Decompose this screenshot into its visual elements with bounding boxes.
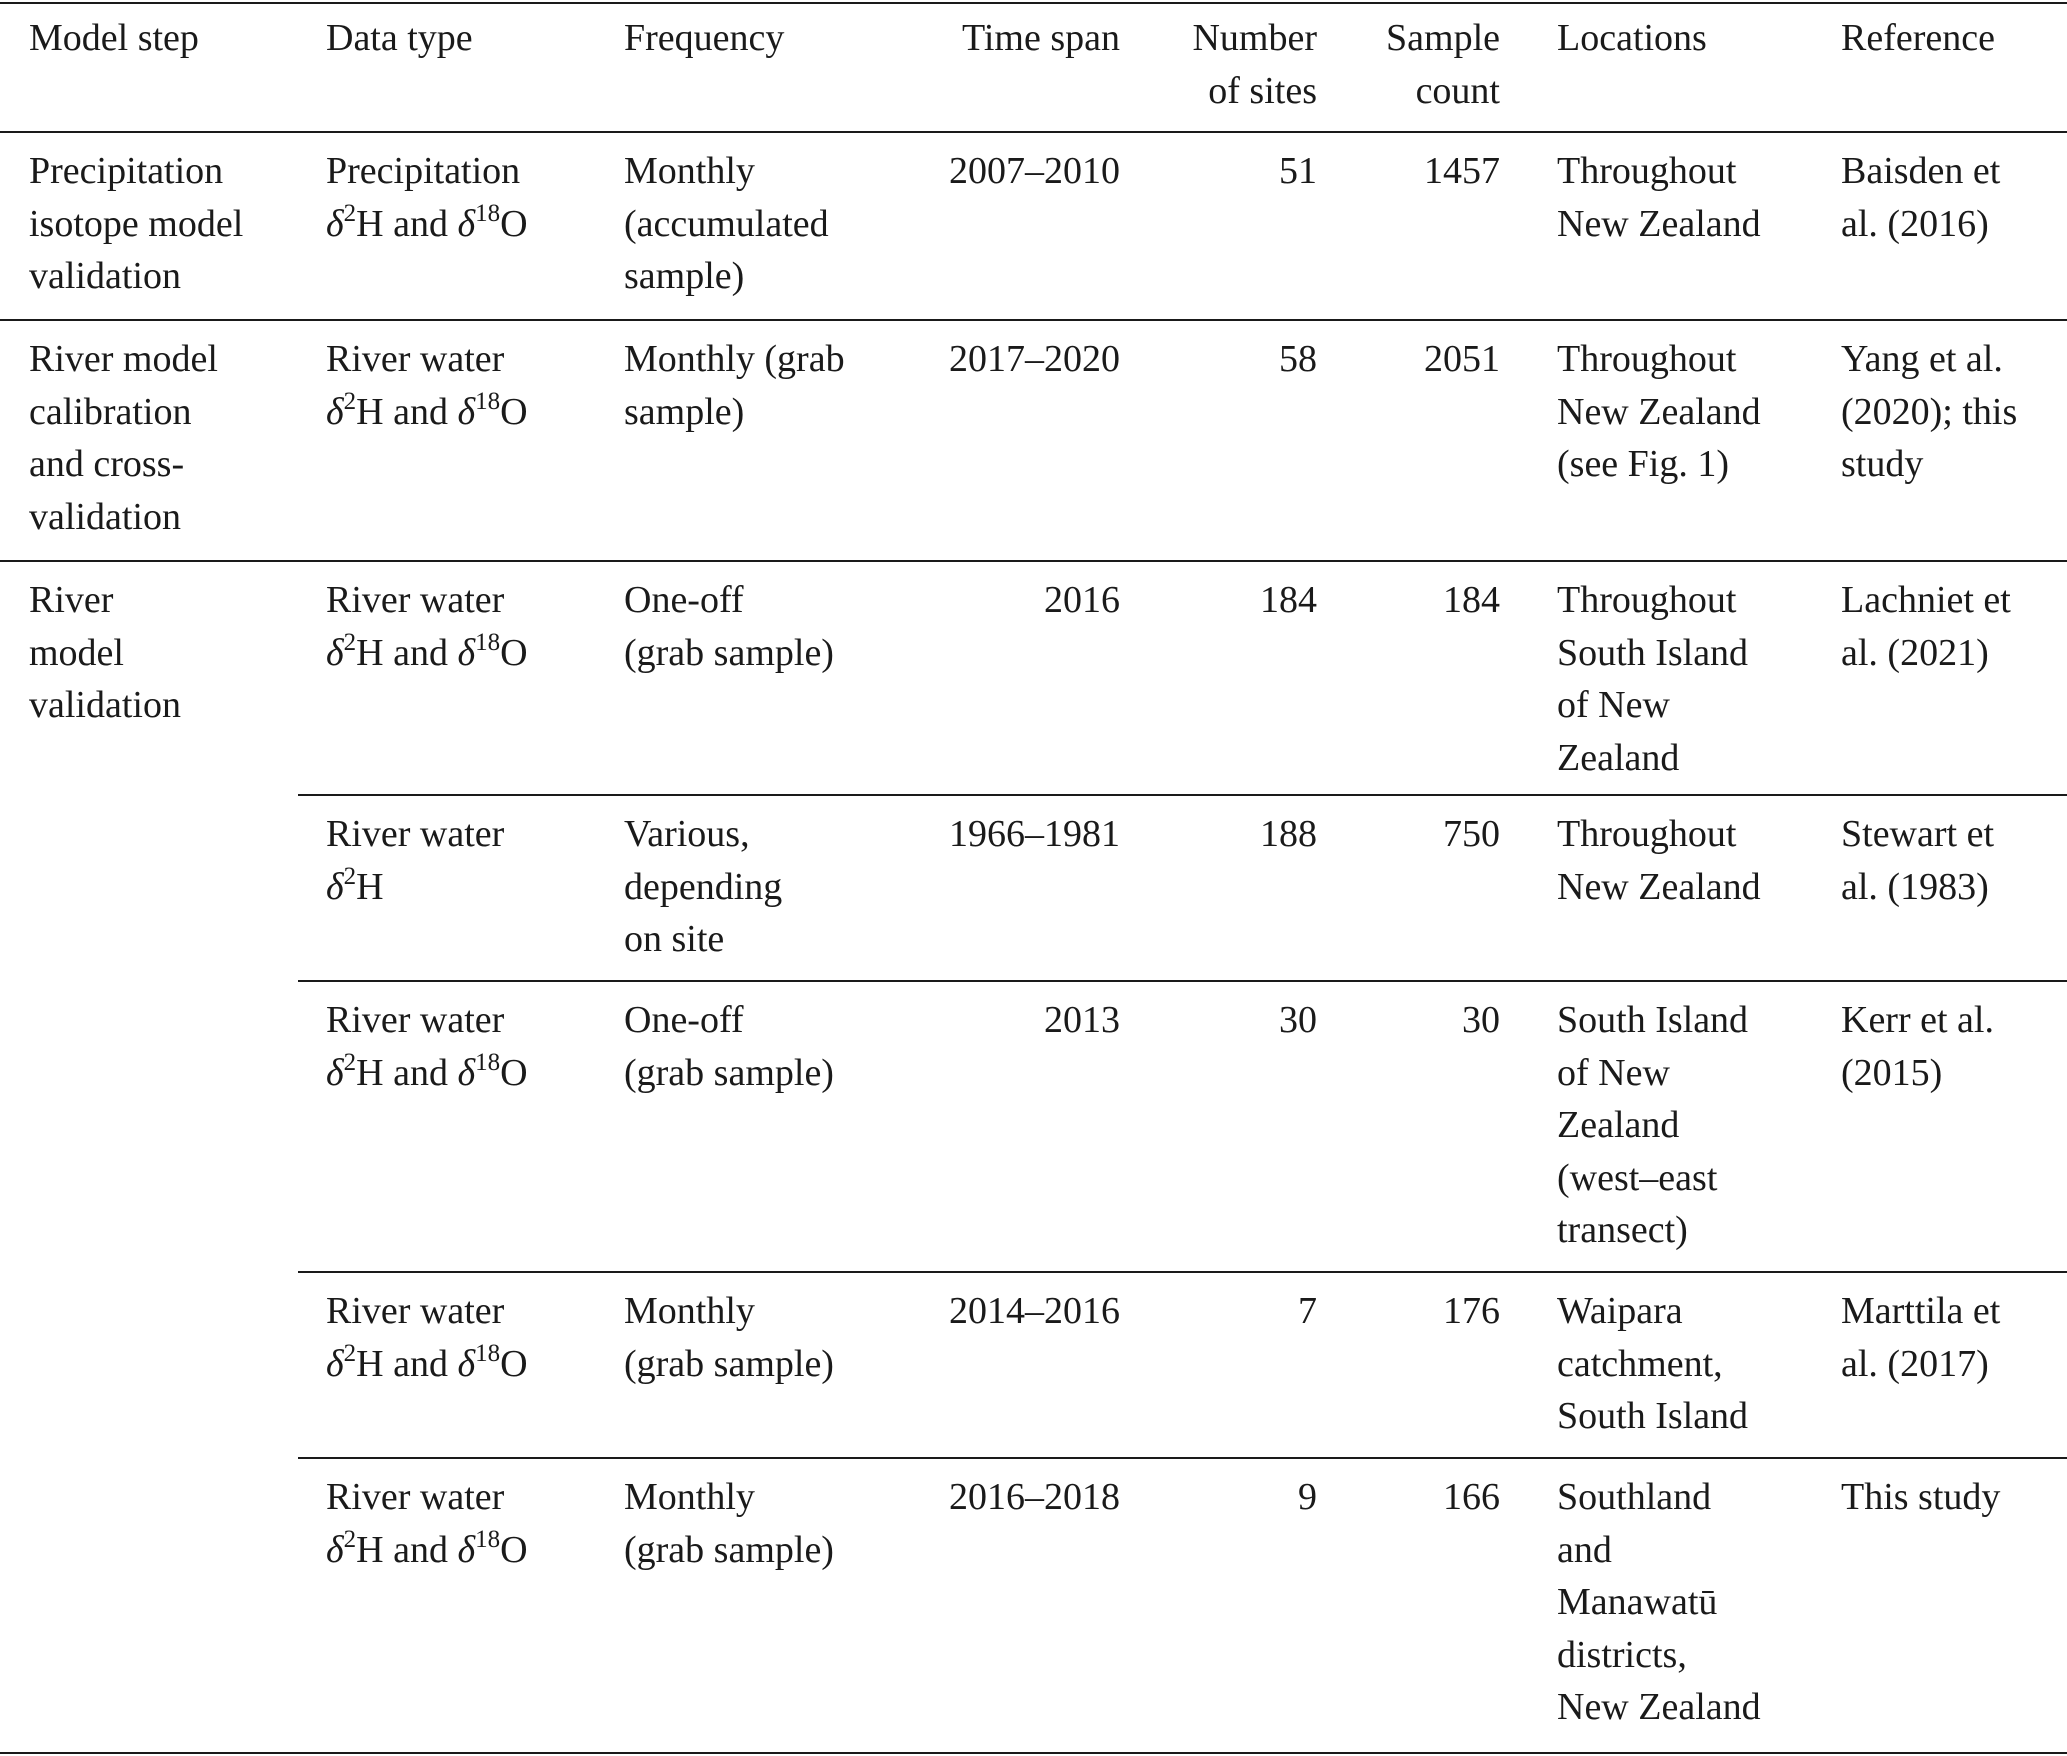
locations-line: districts, <box>1557 1633 1687 1676</box>
reference-line: Lachniet et <box>1841 579 2011 621</box>
reference-line: Baisden et <box>1841 150 2001 192</box>
reference-cell <box>1841 1471 2000 1524</box>
locations-line: transect) <box>1557 1209 1688 1251</box>
locations-line: New Zealand <box>1557 865 1761 908</box>
frequency-cell <box>624 1471 834 1576</box>
time-span-cell: 2013 <box>1044 999 1120 1041</box>
frequency-cell <box>624 574 834 679</box>
conjunction: and <box>383 1342 458 1385</box>
header-number-of-sites <box>1192 12 1317 117</box>
number-of-sites-cell: 188 <box>1260 813 1317 855</box>
time-span-cell: 2014–2016 <box>949 1290 1120 1332</box>
element-symbol: O <box>500 631 528 674</box>
reference-cell <box>1841 1285 2000 1390</box>
frequency-cell <box>624 145 829 303</box>
frequency-line: Monthly <box>624 1476 755 1518</box>
data-type-prefix: River water <box>326 1290 505 1332</box>
row-rule-4 <box>298 980 2067 982</box>
mass-number: 2 <box>343 1339 357 1367</box>
model-step-precipitation-validation <box>29 145 243 303</box>
locations-line: and <box>1557 1528 1612 1571</box>
locations-line: catchment, <box>1557 1342 1723 1385</box>
locations-cell <box>1557 574 1748 784</box>
mass-number: 18 <box>475 1048 501 1076</box>
header-sample-count-line: count <box>1415 69 1500 112</box>
sample-count-cell: 166 <box>1443 1476 1500 1518</box>
mass-number: 18 <box>475 1339 501 1367</box>
number-of-sites-cell: 58 <box>1279 338 1317 380</box>
locations-line: South Island <box>1557 1395 1749 1437</box>
element-symbol: H <box>356 390 384 433</box>
data-type-prefix: River water <box>326 338 505 380</box>
element-symbol: H <box>356 1342 384 1385</box>
frequency-line: Monthly (grab <box>624 338 845 380</box>
header-time-span: Time span <box>961 17 1120 59</box>
header-locations: Locations <box>1557 17 1707 59</box>
frequency-line: Monthly <box>624 150 755 192</box>
reference-cell <box>1841 574 2011 679</box>
locations-line: South Island <box>1557 999 1749 1041</box>
element-symbol: H <box>356 202 384 245</box>
model-step-line: calibration <box>29 390 192 433</box>
isotope-formula <box>326 861 504 914</box>
mass-number: 2 <box>343 1525 357 1553</box>
frequency-line: on site <box>624 918 725 960</box>
frequency-line: Monthly <box>624 1290 755 1332</box>
sample-count-cell: 176 <box>1443 1290 1500 1332</box>
locations-line: New Zealand <box>1557 1686 1761 1728</box>
reference-cell <box>1841 808 1994 913</box>
locations-line: Southland <box>1557 1476 1712 1518</box>
mass-number: 18 <box>475 1525 501 1553</box>
mass-number: 18 <box>475 387 501 415</box>
reference-cell <box>1841 333 2017 491</box>
element-symbol: H <box>356 1528 384 1571</box>
frequency-line: (grab sample) <box>624 631 834 674</box>
frequency-line: sample) <box>624 255 745 297</box>
model-step-river-validation <box>29 574 181 732</box>
header-reference: Reference <box>1841 17 1995 59</box>
delta-symbol: δ <box>457 390 476 433</box>
locations-cell <box>1557 145 1761 250</box>
reference-line: al. (2017) <box>1841 1342 1989 1385</box>
frequency-line: (grab sample) <box>624 1528 834 1571</box>
frequency-cell <box>624 1285 834 1390</box>
data-type-cell <box>326 333 528 438</box>
locations-cell <box>1557 1471 1761 1734</box>
locations-line: of New <box>1557 684 1670 726</box>
element-symbol: H <box>356 865 384 908</box>
data-type-cell <box>326 994 528 1099</box>
locations-cell <box>1557 994 1748 1257</box>
frequency-line: One-off <box>624 579 744 621</box>
isotope-formula <box>326 627 528 680</box>
model-step-line: River model <box>29 338 218 380</box>
isotope-formula <box>326 1524 528 1577</box>
locations-line: Zealand <box>1557 1104 1680 1146</box>
isotope-formula <box>326 198 528 251</box>
number-of-sites-cell: 7 <box>1298 1290 1317 1332</box>
sample-count-cell: 750 <box>1443 813 1500 855</box>
delta-symbol: δ <box>457 631 476 674</box>
time-span-cell: 2017–2020 <box>949 338 1120 380</box>
conjunction: and <box>383 202 458 245</box>
mass-number: 18 <box>475 199 501 227</box>
locations-line: (see Fig. 1) <box>1557 443 1730 485</box>
element-symbol: O <box>500 1528 528 1571</box>
element-symbol: O <box>500 1051 528 1094</box>
conjunction: and <box>383 631 458 674</box>
reference-line: Kerr et al. <box>1841 999 1994 1041</box>
model-step-line: validation <box>29 684 181 726</box>
data-type-cell <box>326 1471 528 1576</box>
reference-line: study <box>1841 443 1924 485</box>
sample-count-cell: 1457 <box>1424 150 1500 192</box>
locations-line: Throughout <box>1557 338 1737 380</box>
locations-line: Manawatū <box>1557 1581 1718 1623</box>
frequency-line: (grab sample) <box>624 1342 834 1385</box>
header-sample-count <box>1386 12 1500 117</box>
conjunction: and <box>383 1051 458 1094</box>
frequency-cell <box>624 808 782 966</box>
frequency-line: (accumulated <box>624 202 829 245</box>
isotope-formula <box>326 1047 528 1100</box>
mass-number: 2 <box>343 628 357 656</box>
header-model-step: Model step <box>29 17 199 59</box>
sample-count-cell: 184 <box>1443 579 1500 621</box>
reference-line: Yang et al. <box>1841 338 2003 380</box>
data-type-cell <box>326 574 528 679</box>
locations-cell <box>1557 333 1761 491</box>
frequency-line: Various, <box>624 813 750 855</box>
locations-line: Throughout <box>1557 579 1737 621</box>
locations-line: Throughout <box>1557 813 1737 855</box>
delta-symbol: δ <box>326 390 344 433</box>
delta-symbol: δ <box>326 202 344 245</box>
reference-line: al. (2016) <box>1841 202 1989 245</box>
locations-line: New Zealand <box>1557 202 1761 245</box>
time-span-cell: 2007–2010 <box>949 150 1120 192</box>
locations-line: (west–east <box>1557 1156 1718 1199</box>
reference-line: (2020); this <box>1841 390 2018 433</box>
element-symbol: H <box>356 631 384 674</box>
data-type-prefix: River water <box>326 1476 505 1518</box>
group-rule-1 <box>0 319 2067 321</box>
model-step-line: validation <box>29 255 181 297</box>
row-rule-3 <box>298 794 2067 796</box>
model-step-line: isotope model <box>29 202 244 245</box>
delta-symbol: δ <box>326 865 344 908</box>
frequency-cell <box>624 994 834 1099</box>
header-number-of-sites-line: Number <box>1192 17 1317 59</box>
isotope-formula <box>326 1338 528 1391</box>
model-step-line: model <box>29 631 124 674</box>
conjunction: and <box>383 1528 458 1571</box>
reference-line: al. (1983) <box>1841 865 1989 908</box>
bottom-rule <box>0 1752 2067 1754</box>
frequency-line: depending <box>624 865 783 908</box>
locations-line: South Island <box>1557 631 1749 674</box>
reference-line: This study <box>1841 1476 2001 1518</box>
header-frequency: Frequency <box>624 17 785 59</box>
mass-number: 2 <box>343 199 357 227</box>
header-sample-count-line: Sample <box>1386 17 1500 59</box>
reference-cell <box>1841 994 1994 1099</box>
frequency-line: (grab sample) <box>624 1051 834 1094</box>
locations-line: of New <box>1557 1051 1670 1094</box>
time-span-cell: 2016 <box>1044 579 1120 621</box>
data-type-prefix: River water <box>326 813 505 855</box>
delta-symbol: δ <box>457 1528 476 1571</box>
model-step-line: validation <box>29 495 181 538</box>
group-rule-2 <box>0 560 2067 562</box>
delta-symbol: δ <box>457 1342 476 1385</box>
frequency-line: sample) <box>624 390 745 433</box>
locations-line: New Zealand <box>1557 390 1761 433</box>
locations-cell <box>1557 1285 1748 1443</box>
reference-line: Marttila et <box>1841 1290 2001 1332</box>
header-data-type: Data type <box>326 17 473 59</box>
delta-symbol: δ <box>326 1051 344 1094</box>
top-rule <box>0 2 2067 4</box>
data-type-prefix: Precipitation <box>326 150 521 192</box>
mass-number: 2 <box>343 1048 357 1076</box>
data-type-cell <box>326 145 528 250</box>
frequency-line: One-off <box>624 999 744 1041</box>
model-step-line: River <box>29 579 114 621</box>
data-type-cell <box>326 1285 528 1390</box>
header-rule <box>0 131 2067 133</box>
model-step-river-calibration <box>29 333 218 543</box>
number-of-sites-cell: 9 <box>1298 1476 1317 1518</box>
number-of-sites-cell: 30 <box>1279 999 1317 1041</box>
element-symbol: O <box>500 390 528 433</box>
row-rule-6 <box>298 1457 2067 1459</box>
model-step-line: Precipitation <box>29 150 224 192</box>
delta-symbol: δ <box>326 1342 344 1385</box>
mass-number: 18 <box>475 628 501 656</box>
header-number-of-sites-line: of sites <box>1208 69 1317 112</box>
conjunction: and <box>383 390 458 433</box>
frequency-cell <box>624 333 845 438</box>
delta-symbol: δ <box>326 1528 344 1571</box>
mass-number: 2 <box>343 862 357 890</box>
element-symbol: O <box>500 1342 528 1385</box>
isotope-formula <box>326 386 528 439</box>
element-symbol: H <box>356 1051 384 1094</box>
mass-number: 2 <box>343 387 357 415</box>
number-of-sites-cell: 184 <box>1260 579 1317 621</box>
delta-symbol: δ <box>326 631 344 674</box>
delta-symbol: δ <box>457 1051 476 1094</box>
reference-line: (2015) <box>1841 1051 1943 1094</box>
data-type-cell <box>326 808 504 913</box>
locations-line: Zealand <box>1557 736 1680 779</box>
locations-line: Waipara <box>1557 1290 1683 1332</box>
sample-count-cell: 30 <box>1462 999 1500 1041</box>
delta-symbol: δ <box>457 202 476 245</box>
row-rule-5 <box>298 1271 2067 1273</box>
reference-line: Stewart et <box>1841 813 1995 855</box>
data-type-prefix: River water <box>326 999 505 1041</box>
number-of-sites-cell: 51 <box>1279 150 1317 192</box>
time-span-cell: 2016–2018 <box>949 1476 1120 1518</box>
reference-line: al. (2021) <box>1841 631 1989 674</box>
data-type-prefix: River water <box>326 579 505 621</box>
locations-cell <box>1557 808 1761 913</box>
sample-count-cell: 2051 <box>1424 338 1500 380</box>
time-span-cell: 1966–1981 <box>949 813 1120 855</box>
model-step-line: and cross- <box>29 443 185 485</box>
reference-cell <box>1841 145 2000 250</box>
locations-line: Throughout <box>1557 150 1737 192</box>
element-symbol: O <box>500 202 528 245</box>
